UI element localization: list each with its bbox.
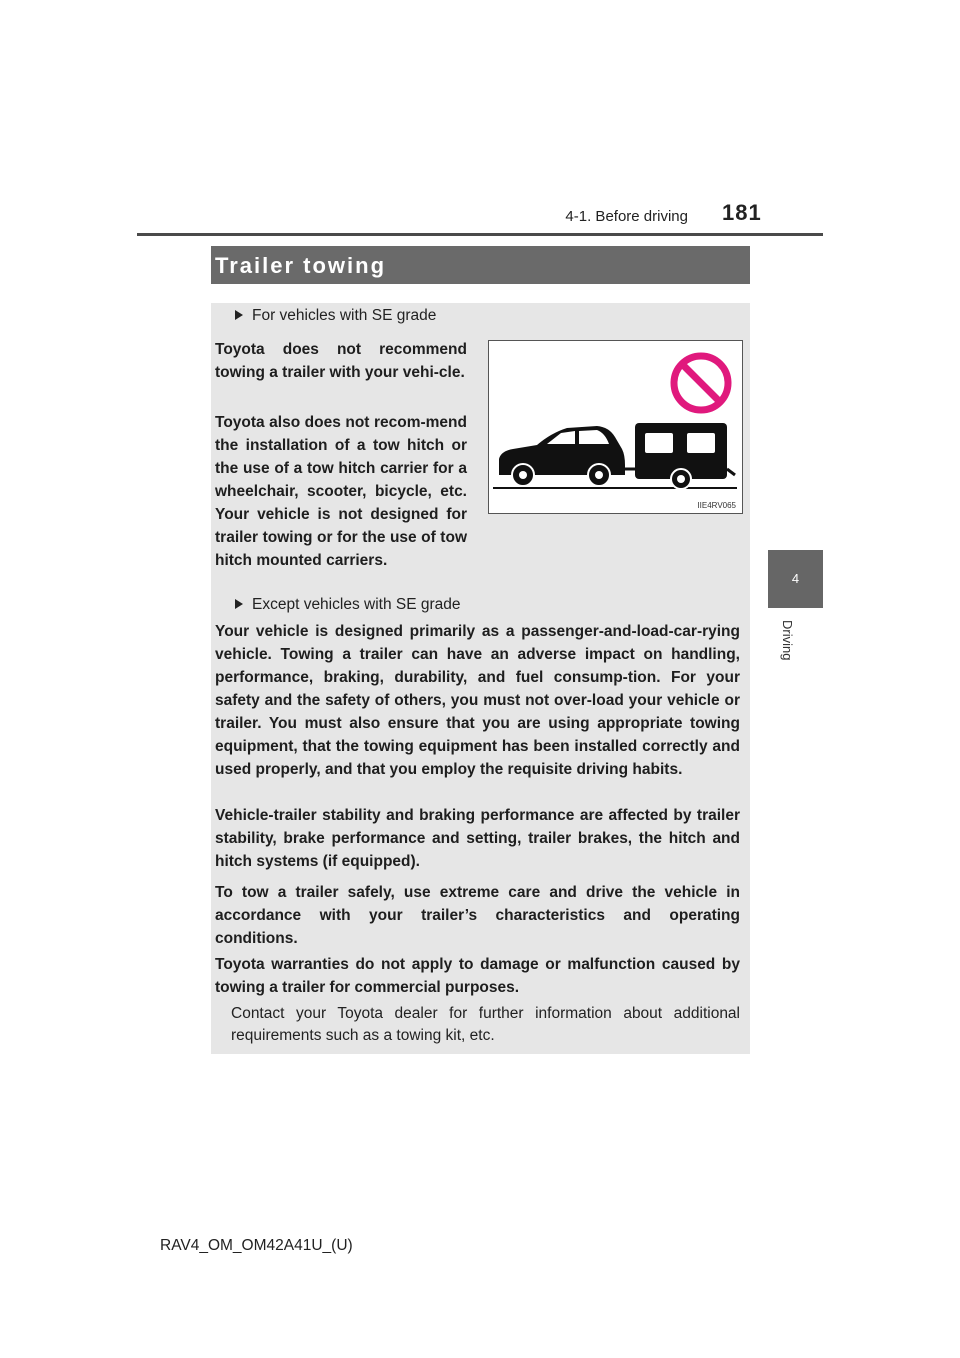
bullet-se-grade-text: For vehicles with SE grade	[252, 307, 437, 324]
chapter-label	[768, 610, 823, 680]
triangle-bullet-icon	[235, 310, 243, 320]
paragraph-stability: Vehicle-trailer stability and braking performance are affected by trailer stability, brake performance and setting, trailer brakes, the hitch and hitch systems (if equipped).	[215, 807, 740, 870]
dealer-note: Contact your Toyota dealer for further information about additional requirements such as a towing kit, etc.	[231, 1005, 740, 1044]
document-code: RAV4_OM_OM42A41U_(U)	[160, 1237, 353, 1254]
content-box	[211, 303, 750, 1054]
paragraph-not-recommend: Toyota does not recommend towing a trailer with your vehi-cle.	[215, 341, 467, 381]
paragraph-hitch-warning: Toyota also does not recom-mend the installation of a tow hitch or the use of a tow hitch carrier for a wheelchair, scooter, bicycle, etc. Your vehicle is not designed for trailer towing or for the use of tow hitch mounted carriers.	[215, 414, 467, 569]
trailer-window-left	[645, 433, 673, 453]
bullet-except-se-grade-text: Except vehicles with SE grade	[252, 596, 461, 613]
paragraph-vehicle-design: Your vehicle is designed primarily as a passenger-and-load-car-rying vehicle. Towing a trailer can have an adverse impact on handling, performance, braking, durability, and fuel consump-tion. For your safety and the safety of others, you must not over-load your vehicle or trailer. You must also ensure that you are using appropriate towing equipment, that the towing equipment has been installed correctly and used properly, and that you employ the requisite driving habits.	[215, 623, 740, 778]
header-section-title: 4-1. Before driving	[565, 208, 688, 225]
bullet-except-se-grade	[235, 596, 461, 614]
paragraph-tow-safely: To tow a trailer safely, use extreme care and drive the vehicle in accordance with your trailer’s characteristics and operating conditions.	[215, 884, 740, 947]
triangle-bullet-icon	[235, 599, 243, 609]
chapter-tab-number: 4	[791, 571, 800, 586]
chapter-label-text: Driving	[780, 620, 795, 661]
bullet-se-grade	[235, 307, 436, 325]
page-number: 181	[722, 200, 762, 225]
section-title-bar	[211, 246, 750, 284]
section-title: Trailer towing	[215, 253, 387, 278]
figure-code: IIE4RV065	[697, 501, 736, 510]
header-divider	[137, 233, 823, 236]
car-trailer-prohibited-icon	[489, 341, 742, 513]
chapter-tab	[768, 550, 823, 608]
trailer-window-right	[687, 433, 715, 453]
no-towing-illustration	[488, 340, 743, 514]
prohibition-slash-icon	[682, 364, 720, 402]
paragraph-warranty: Toyota warranties do not apply to damage or malfunction caused by towing a trailer for commercial purposes.	[215, 956, 740, 996]
